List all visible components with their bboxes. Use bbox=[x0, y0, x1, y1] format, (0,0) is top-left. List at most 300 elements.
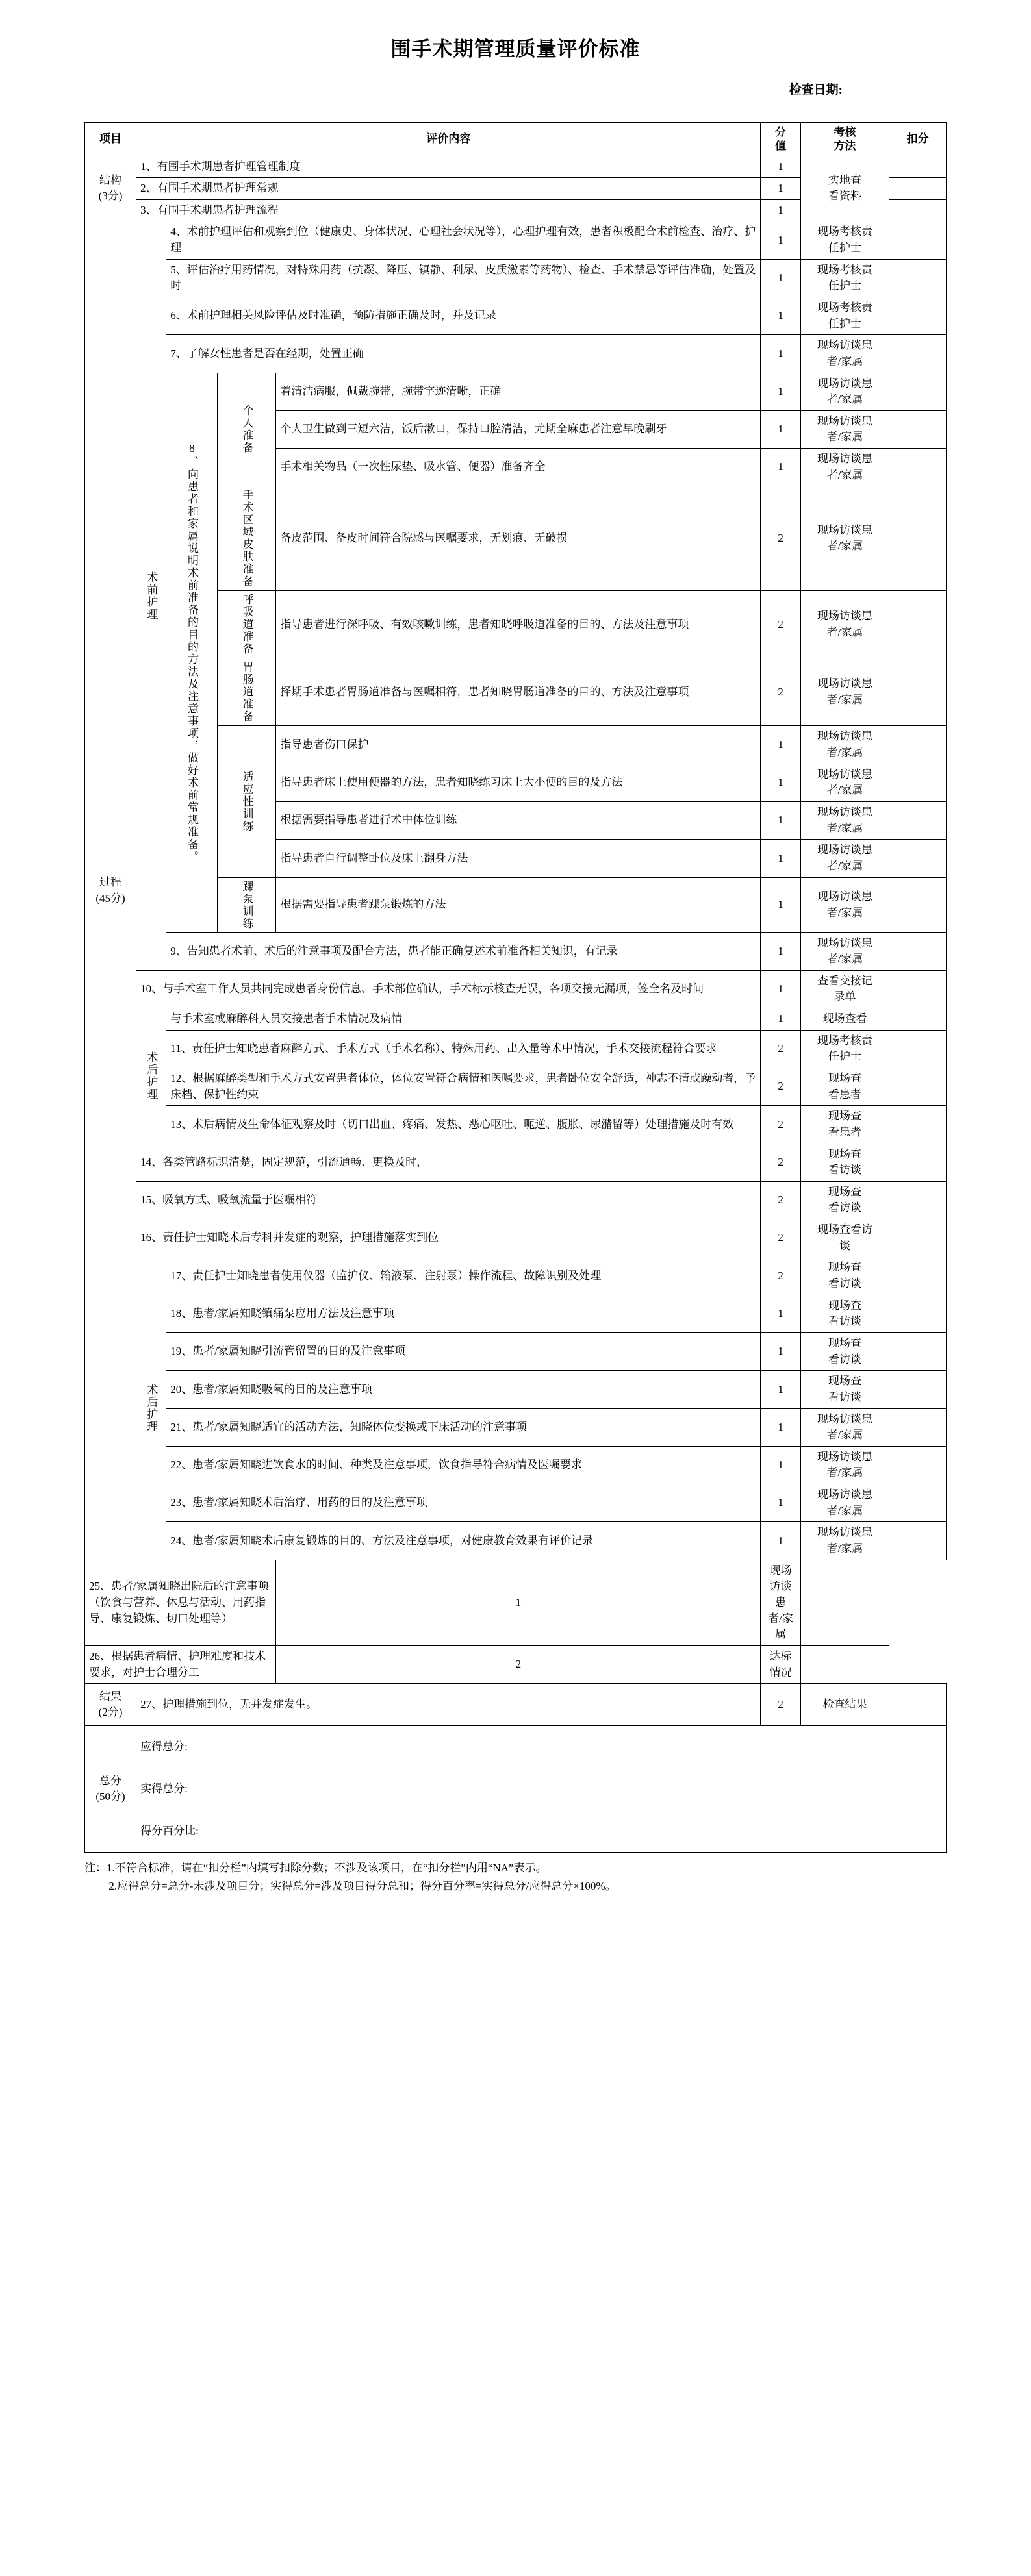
deduction-input[interactable] bbox=[889, 726, 947, 764]
method-line1: 现场访谈患 bbox=[817, 610, 872, 623]
row-score: 1 bbox=[761, 221, 801, 259]
method-line1: 现场查 bbox=[828, 1299, 861, 1312]
deduction-input[interactable] bbox=[889, 658, 947, 726]
inspection-date-label: 检查日期: bbox=[789, 83, 843, 97]
note-line-2: 2.应得总分=总分-未涉及项目分；实得总分=涉及项目得分总和；得分百分率=实得总分/应得总分×100%。 bbox=[108, 1880, 617, 1893]
header-deduction: 扣分 bbox=[889, 123, 947, 156]
method-line1: 现场查看访 bbox=[817, 1223, 872, 1236]
group-postop-care-1 bbox=[136, 1008, 166, 1144]
table-row bbox=[85, 1768, 947, 1810]
row-score: 2 bbox=[761, 1068, 801, 1106]
row-text: 22、患者/家属知晓进饮食水的时间、种类及注意事项，饮食指导符合病情及医嘱要求 bbox=[166, 1446, 761, 1484]
row-score: 1 bbox=[761, 1371, 801, 1408]
row-method bbox=[800, 1257, 889, 1295]
method-line1: 现场查 bbox=[828, 1110, 861, 1123]
row-method bbox=[800, 1144, 889, 1181]
total-percent-input[interactable] bbox=[889, 1810, 947, 1853]
method-line1: 检查结果 bbox=[822, 1697, 867, 1710]
method-line2: 任护士 bbox=[828, 242, 861, 255]
table-row bbox=[85, 1645, 947, 1683]
method-line1: 现场访谈患 bbox=[817, 414, 872, 427]
row-score: 2 bbox=[761, 1219, 801, 1257]
row-text: 1、有围手术期患者护理管理制度 bbox=[136, 156, 761, 178]
table-row bbox=[85, 1008, 947, 1031]
group-preop-care bbox=[136, 221, 166, 970]
deduction-input[interactable] bbox=[889, 335, 947, 373]
row-method bbox=[800, 410, 889, 448]
deduction-input[interactable] bbox=[889, 1295, 947, 1332]
header-method-line1: 考核 bbox=[834, 126, 856, 138]
row-score: 2 bbox=[761, 658, 801, 726]
row-text: 指导患者进行深呼吸、有效咳嗽训练，患者知晓呼吸道准备的目的、方法及注意事项 bbox=[276, 591, 761, 658]
row-method bbox=[800, 1522, 889, 1560]
row-score: 1 bbox=[761, 970, 801, 1008]
row-score: 1 bbox=[761, 764, 801, 801]
method-line2: 者/家属 bbox=[826, 746, 863, 759]
row-text: 根据需要指导患者踝泵锻炼的方法 bbox=[276, 877, 761, 932]
row-score: 1 bbox=[761, 932, 801, 970]
table-row bbox=[85, 1257, 947, 1295]
section-process bbox=[85, 221, 136, 1560]
method-line2: 看访谈 bbox=[828, 1277, 861, 1290]
row-score: 1 bbox=[761, 726, 801, 764]
method-line2: 者/家属 bbox=[826, 431, 863, 444]
row-method bbox=[800, 1068, 889, 1106]
table-body bbox=[85, 156, 947, 1853]
method-line1: 现场访谈患 bbox=[817, 768, 872, 781]
row-text: 23、患者/家属知晓术后治疗、用药的目的及注意事项 bbox=[166, 1484, 761, 1522]
total-percent-label: 得分百分比: bbox=[136, 1810, 889, 1853]
row-method bbox=[800, 1408, 889, 1446]
method-line1: 现场查 bbox=[828, 1375, 861, 1388]
table-row bbox=[85, 373, 947, 410]
method-line1: 现场查 bbox=[828, 1072, 861, 1084]
section-structure bbox=[85, 156, 136, 221]
row-text: 5、评估治疗用药情况，对特殊用药（抗凝、降压、镇静、利尿、皮质激素等药物）、检查、手术禁忌等评估准确，处置及时 bbox=[166, 259, 761, 297]
table-row bbox=[85, 1181, 947, 1219]
row-score: 1 bbox=[761, 156, 801, 178]
row-score: 1 bbox=[761, 259, 801, 297]
row-text: 11、责任护士知晓患者麻醉方式、手术方式（手术名称）、特殊用药、出入量等术中情况，手术交接流程符合要求 bbox=[166, 1030, 761, 1068]
section-total-points: (50分) bbox=[95, 1790, 125, 1803]
row-method bbox=[800, 1295, 889, 1332]
row-score: 2 bbox=[761, 591, 801, 658]
deduction-input[interactable] bbox=[800, 1645, 889, 1683]
method-line2: 看患者 bbox=[828, 1088, 861, 1101]
row-score: 1 bbox=[761, 1408, 801, 1446]
row-text: 20、患者/家属知晓吸氧的目的及注意事项 bbox=[166, 1371, 761, 1408]
row-method bbox=[800, 764, 889, 801]
method-line1: 现场访谈患 bbox=[817, 453, 872, 466]
method-line2: 看访谈 bbox=[828, 1353, 861, 1366]
header-project: 项目 bbox=[85, 123, 136, 156]
group-skin-prep-label: 手术区域皮肤准备 bbox=[240, 489, 253, 588]
row-method bbox=[800, 1371, 889, 1408]
section-result-name: 结果 bbox=[99, 1690, 122, 1703]
group-skin-prep bbox=[218, 486, 276, 591]
table-row bbox=[85, 1484, 947, 1522]
deduction-input[interactable] bbox=[889, 1484, 947, 1522]
deduction-input[interactable] bbox=[889, 1446, 947, 1484]
table-row bbox=[85, 156, 947, 178]
row-score: 1 bbox=[761, 410, 801, 448]
table-row bbox=[85, 259, 947, 297]
row-method bbox=[800, 1181, 889, 1219]
row-text: 18、患者/家属知晓镇痛泵应用方法及注意事项 bbox=[166, 1295, 761, 1332]
table-row bbox=[85, 1726, 947, 1768]
method-line1: 现场访谈患 bbox=[817, 677, 872, 690]
deduction-input[interactable] bbox=[889, 840, 947, 877]
method-line1: 现场访谈患 bbox=[817, 730, 872, 743]
method-line2: 者/家属 bbox=[826, 1466, 863, 1479]
method-line2: 者/家属 bbox=[826, 784, 863, 797]
deduction-input[interactable] bbox=[889, 1144, 947, 1181]
method-line2: 者/家属 bbox=[826, 693, 863, 706]
row-method bbox=[800, 877, 889, 932]
group-ankle-pump-label: 踝泵训练 bbox=[240, 880, 253, 930]
table-row bbox=[85, 297, 947, 334]
table-row bbox=[85, 1295, 947, 1332]
row-text: 10、与手术室工作人员共同完成患者身份信息、手术部位确认，手术标示核查无误，各项交接无漏项，签全名及时间 bbox=[136, 970, 761, 1008]
method-line1: 现场考核责 bbox=[817, 225, 872, 238]
method-line2: 看患者 bbox=[828, 1125, 861, 1138]
method-line1: 现场访谈患 bbox=[817, 844, 872, 857]
total-expected-input[interactable] bbox=[889, 1726, 947, 1768]
row-text: 择期手术患者胃肠道准备与医嘱相符，患者知晓胃肠道准备的目的、方法及注意事项 bbox=[276, 658, 761, 726]
row-text: 着清洁病服，佩戴腕带，腕带字迹清晰，正确 bbox=[276, 373, 761, 410]
method-line1: 现场查 bbox=[828, 1336, 861, 1349]
method-line2: 者/家属 bbox=[826, 1542, 863, 1555]
group-preop-care-label: 术前护理 bbox=[145, 571, 158, 621]
row-method bbox=[800, 840, 889, 877]
row-text: 手术相关物品（一次性尿垫、吸水管、便器）准备齐全 bbox=[276, 449, 761, 486]
table-header bbox=[85, 123, 947, 156]
row-method bbox=[800, 1484, 889, 1522]
group-postop-care-1-label: 术后护理 bbox=[145, 1051, 158, 1101]
method-line1: 现场访谈患 bbox=[817, 936, 872, 949]
method-line2: 任护士 bbox=[828, 1050, 861, 1063]
deduction-input[interactable] bbox=[889, 1008, 947, 1031]
deduction-input[interactable] bbox=[889, 1181, 947, 1219]
row-method bbox=[800, 1332, 889, 1370]
method-line1: 现场访谈患 bbox=[817, 339, 872, 352]
table-row bbox=[85, 1219, 947, 1257]
row-text: 3、有围手术期患者护理流程 bbox=[136, 199, 761, 221]
table-row bbox=[85, 1144, 947, 1181]
row-method bbox=[800, 156, 889, 221]
row-text: 指导患者自行调整卧位及床上翻身方法 bbox=[276, 840, 761, 877]
group-airway-prep-label: 呼吸道准备 bbox=[240, 594, 253, 656]
method-line2: 者/家属 bbox=[826, 1504, 863, 1517]
table-row bbox=[85, 1810, 947, 1853]
row-score: 2 bbox=[761, 1106, 801, 1144]
method-line1: 现场考核责 bbox=[817, 301, 872, 314]
row-method bbox=[800, 486, 889, 591]
group-airway-prep bbox=[218, 591, 276, 658]
group-adaptive-training-label: 适应性训练 bbox=[240, 770, 253, 832]
method-line1: 现场访谈患 bbox=[817, 890, 872, 903]
row-score: 1 bbox=[761, 199, 801, 221]
method-line1: 现场访谈患 bbox=[817, 1488, 872, 1501]
row-score: 1 bbox=[761, 335, 801, 373]
row-score: 2 bbox=[761, 1257, 801, 1295]
method-line2: 谈 bbox=[839, 1239, 850, 1252]
deduction-input[interactable] bbox=[889, 801, 947, 839]
section-structure-points: (3分) bbox=[98, 190, 123, 203]
deduction-input[interactable] bbox=[889, 1332, 947, 1370]
group-adaptive-training bbox=[218, 726, 276, 877]
method-line2: 录单 bbox=[834, 990, 856, 1003]
method-line2: 任护士 bbox=[828, 279, 861, 292]
row-score: 1 bbox=[761, 801, 801, 839]
method-line2: 者/家属 bbox=[826, 859, 863, 872]
deduction-input[interactable] bbox=[889, 486, 947, 591]
deduction-input[interactable] bbox=[889, 221, 947, 259]
row-method bbox=[800, 726, 889, 764]
deduction-input[interactable] bbox=[889, 199, 947, 221]
row-text: 15、吸氧方式、吸氧流量于医嘱相符 bbox=[136, 1181, 761, 1219]
row-text: 14、各类管路标识清楚，固定规范，引流通畅、更换及时， bbox=[136, 1144, 761, 1181]
row-text: 19、患者/家属知晓引流管留置的目的及注意事项 bbox=[166, 1332, 761, 1370]
row-score: 1 bbox=[761, 877, 801, 932]
method-line1: 现场查 bbox=[828, 1261, 861, 1274]
deduction-input[interactable] bbox=[800, 1560, 889, 1645]
method-line1: 现场访谈患 bbox=[817, 1526, 872, 1539]
row-method bbox=[761, 1560, 801, 1645]
method-line1: 现场访谈患 bbox=[817, 1450, 872, 1463]
method-line2: 看访谈 bbox=[828, 1390, 861, 1403]
total-actual-label: 实得总分: bbox=[136, 1768, 889, 1810]
row-score: 1 bbox=[761, 1484, 801, 1522]
row-method bbox=[800, 221, 889, 259]
method-line2: 者/家属 bbox=[826, 625, 863, 638]
note-line-1: 注：1.不符合标准，请在“扣分栏”内填写扣除分数；不涉及该项目，在“扣分栏”内用“NA”表示。 bbox=[84, 1862, 547, 1875]
table-row bbox=[85, 335, 947, 373]
table-row bbox=[85, 1446, 947, 1484]
group-gi-prep-label: 胃肠道准备 bbox=[240, 661, 253, 723]
row-text: 27、护理措施到位，无并发症发生。 bbox=[136, 1684, 761, 1726]
section-result-points: (2分) bbox=[98, 1706, 123, 1719]
method-line2: 者/家属 bbox=[826, 953, 863, 966]
deduction-input[interactable] bbox=[889, 970, 947, 1008]
table-row bbox=[85, 1106, 947, 1144]
table-row bbox=[85, 1030, 947, 1068]
deduction-input[interactable] bbox=[889, 449, 947, 486]
deduction-input[interactable] bbox=[889, 764, 947, 801]
group-gi-prep bbox=[218, 658, 276, 726]
method-line2: 者/家属 bbox=[826, 1429, 863, 1442]
row-method bbox=[800, 658, 889, 726]
group-personal-prep-label: 个人准备 bbox=[240, 405, 253, 455]
total-actual-input[interactable] bbox=[889, 1768, 947, 1810]
method-line1: 现场考核责 bbox=[817, 263, 872, 276]
method-line1: 现场访谈患 bbox=[817, 523, 872, 536]
row-score: 2 bbox=[761, 1684, 801, 1726]
method-line2: 看访谈 bbox=[828, 1315, 861, 1328]
method-line1: 现场访谈患 bbox=[817, 805, 872, 818]
row-text: 6、术前护理相关风险评估及时准确，预防措施正确及时，并及记录 bbox=[166, 297, 761, 334]
deduction-input[interactable] bbox=[889, 1371, 947, 1408]
method-line2: 者/家属 bbox=[826, 393, 863, 406]
row-text: 指导患者伤口保护 bbox=[276, 726, 761, 764]
deduction-input[interactable] bbox=[889, 178, 947, 200]
row-method bbox=[761, 1645, 801, 1683]
method-line1: 现场查 bbox=[828, 1147, 861, 1160]
row-text: 17、责任护士知晓患者使用仪器（监护仪、输液泵、注射泵）操作流程、故障识别及处理 bbox=[166, 1257, 761, 1295]
method-line1: 现场查 bbox=[828, 1185, 861, 1198]
method-line2: 者/家属 bbox=[826, 468, 863, 481]
method-line1: 现场访谈患 bbox=[769, 1564, 792, 1608]
row-text: 备皮范围、备皮时间符合院感与医嘱要求，无划痕、无破损 bbox=[276, 486, 761, 591]
deduction-input[interactable] bbox=[889, 932, 947, 970]
deduction-input[interactable] bbox=[889, 1522, 947, 1560]
row-text: 指导患者床上使用便器的方法，患者知晓练习床上大小便的目的及方法 bbox=[276, 764, 761, 801]
total-expected-label: 应得总分: bbox=[136, 1726, 889, 1768]
deduction-input[interactable] bbox=[889, 156, 947, 178]
row-text: 21、患者/家属知晓适宜的活动方法，知晓体位变换或下床活动的注意事项 bbox=[166, 1408, 761, 1446]
row-score: 1 bbox=[761, 373, 801, 410]
row-score: 1 bbox=[761, 449, 801, 486]
row-method bbox=[800, 259, 889, 297]
deduction-input[interactable] bbox=[889, 1030, 947, 1068]
row-method bbox=[800, 932, 889, 970]
row-score: 1 bbox=[761, 1332, 801, 1370]
row-method bbox=[800, 1030, 889, 1068]
row-method bbox=[800, 373, 889, 410]
method-line2: 者/家属 bbox=[768, 1612, 793, 1641]
deduction-input[interactable] bbox=[889, 1257, 947, 1295]
page-title: 围手术期管理质量评价标准 bbox=[390, 38, 641, 60]
row-text: 2、有围手术期患者护理常规 bbox=[136, 178, 761, 200]
method-line2: 者/家属 bbox=[826, 540, 863, 553]
table-row bbox=[85, 1684, 947, 1726]
deduction-input[interactable] bbox=[889, 1068, 947, 1106]
header-row bbox=[85, 123, 947, 156]
header-score bbox=[761, 123, 801, 156]
deduction-input[interactable] bbox=[889, 1219, 947, 1257]
row-method bbox=[800, 1446, 889, 1484]
table-row bbox=[85, 1560, 947, 1645]
footer-notes bbox=[84, 1859, 947, 1895]
row-score: 2 bbox=[761, 1144, 801, 1181]
deduction-input[interactable] bbox=[889, 410, 947, 448]
table-row bbox=[85, 1068, 947, 1106]
deduction-input[interactable] bbox=[889, 1106, 947, 1144]
method-line2: 看访谈 bbox=[828, 1201, 861, 1214]
row-text: 个人卫生做到三短六洁，饭后漱口，保持口腔清洁，尤期全麻患者注意早晚刷牙 bbox=[276, 410, 761, 448]
group-preop-prep-intro-label: 8、向患者和家属说明术前准备的目的方法及注意事项，做好术前常规准备。 bbox=[186, 442, 199, 864]
row-score: 2 bbox=[761, 1181, 801, 1219]
method-line2: 者/家属 bbox=[826, 821, 863, 834]
deduction-input[interactable] bbox=[889, 591, 947, 658]
group-preop-prep-intro bbox=[166, 373, 218, 932]
header-method bbox=[800, 123, 889, 156]
row-method bbox=[800, 1219, 889, 1257]
row-score: 1 bbox=[761, 1295, 801, 1332]
header-score-line1: 分 bbox=[775, 126, 787, 138]
method-line1: 现场访谈患 bbox=[817, 377, 872, 390]
deduction-input[interactable] bbox=[889, 1408, 947, 1446]
row-text: 25、患者/家属知晓出院后的注意事项（饮食与营养、休息与活动、用药指导、康复锻炼、切口处理等） bbox=[85, 1560, 276, 1645]
group-ankle-pump bbox=[218, 877, 276, 932]
row-text: 24、患者/家属知晓术后康复锻炼的目的、方法及注意事项，对健康教育效果有评价记录 bbox=[166, 1522, 761, 1560]
section-process-points: (45分) bbox=[95, 892, 125, 905]
row-method bbox=[800, 297, 889, 334]
section-process-name: 过程 bbox=[99, 875, 122, 888]
row-score: 1 bbox=[761, 297, 801, 334]
deduction-input[interactable] bbox=[889, 1684, 947, 1726]
group-postop-care-2-label: 术后护理 bbox=[145, 1384, 158, 1434]
header-method-line2: 方法 bbox=[834, 140, 856, 153]
group-postop-care-2 bbox=[136, 1257, 166, 1560]
table-row bbox=[85, 970, 947, 1008]
deduction-input[interactable] bbox=[889, 877, 947, 932]
method-line1: 达标情况 bbox=[769, 1649, 792, 1679]
method-line2: 者/家属 bbox=[826, 906, 863, 919]
row-method bbox=[800, 449, 889, 486]
method-line1: 现场访谈患 bbox=[817, 1412, 872, 1425]
method-line2: 者/家属 bbox=[826, 355, 863, 368]
evaluation-table bbox=[84, 122, 947, 1853]
row-text: 16、责任护士知晓术后专科并发症的观察，护理措施落实到位 bbox=[136, 1219, 761, 1257]
row-score: 2 bbox=[761, 1030, 801, 1068]
group-personal-prep bbox=[218, 373, 276, 486]
row-score: 2 bbox=[276, 1645, 761, 1683]
row-score: 1 bbox=[276, 1560, 761, 1645]
row-method bbox=[800, 335, 889, 373]
row-method bbox=[800, 1684, 889, 1726]
section-total-name: 总分 bbox=[99, 1774, 122, 1787]
row-score: 2 bbox=[761, 486, 801, 591]
header-content: 评价内容 bbox=[136, 123, 761, 156]
method-line1: 查看交接记 bbox=[817, 974, 872, 987]
table-row bbox=[85, 1408, 947, 1446]
header-score-line2: 值 bbox=[775, 140, 787, 153]
row-score: 1 bbox=[761, 1522, 801, 1560]
section-structure-name: 结构 bbox=[99, 173, 122, 186]
row-text: 与手术室或麻醉科人员交接患者手术情况及病情 bbox=[166, 1008, 761, 1031]
row-score: 1 bbox=[761, 178, 801, 200]
row-method bbox=[800, 591, 889, 658]
table-row bbox=[85, 1522, 947, 1560]
table-row bbox=[85, 1371, 947, 1408]
row-text: 13、术后病情及生命体征观察及时（切口出血、疼痛、发热、恶心呕吐、呃逆、腹胀、尿潴留等）处理措施及时有效 bbox=[166, 1106, 761, 1144]
row-text: 4、术前护理评估和观察到位（健康史、身体状况、心理社会状况等），心理护理有效，患者积极配合术前检查、治疗、护理 bbox=[166, 221, 761, 259]
row-score: 1 bbox=[761, 1008, 801, 1031]
row-text: 12、根据麻醉类型和手术方式安置患者体位，体位安置符合病情和医嘱要求，患者卧位安全舒适，神志不清或躁动者，予床档、保护性约束 bbox=[166, 1068, 761, 1106]
method-line2: 看资料 bbox=[828, 190, 861, 203]
row-text: 根据需要指导患者进行术中体位训练 bbox=[276, 801, 761, 839]
row-method bbox=[800, 801, 889, 839]
table-row bbox=[85, 932, 947, 970]
row-method bbox=[800, 1106, 889, 1144]
deduction-input[interactable] bbox=[889, 259, 947, 297]
row-method bbox=[800, 970, 889, 1008]
row-text: 26、根据患者病情、护理难度和技术要求，对护士合理分工 bbox=[85, 1645, 276, 1683]
table-row bbox=[85, 1332, 947, 1370]
row-text: 9、告知患者术前、术后的注意事项及配合方法，患者能正确复述术前准备相关知识，有记录 bbox=[166, 932, 761, 970]
row-text: 7、了解女性患者是否在经期，处置正确 bbox=[166, 335, 761, 373]
deduction-input[interactable] bbox=[889, 297, 947, 334]
method-line2: 看访谈 bbox=[828, 1164, 861, 1177]
method-line1: 现场考核责 bbox=[817, 1034, 872, 1047]
row-score: 1 bbox=[761, 1446, 801, 1484]
deduction-input[interactable] bbox=[889, 373, 947, 410]
row-method bbox=[800, 1008, 889, 1031]
section-total bbox=[85, 1726, 136, 1853]
section-result bbox=[85, 1684, 136, 1726]
table-row bbox=[85, 221, 947, 259]
